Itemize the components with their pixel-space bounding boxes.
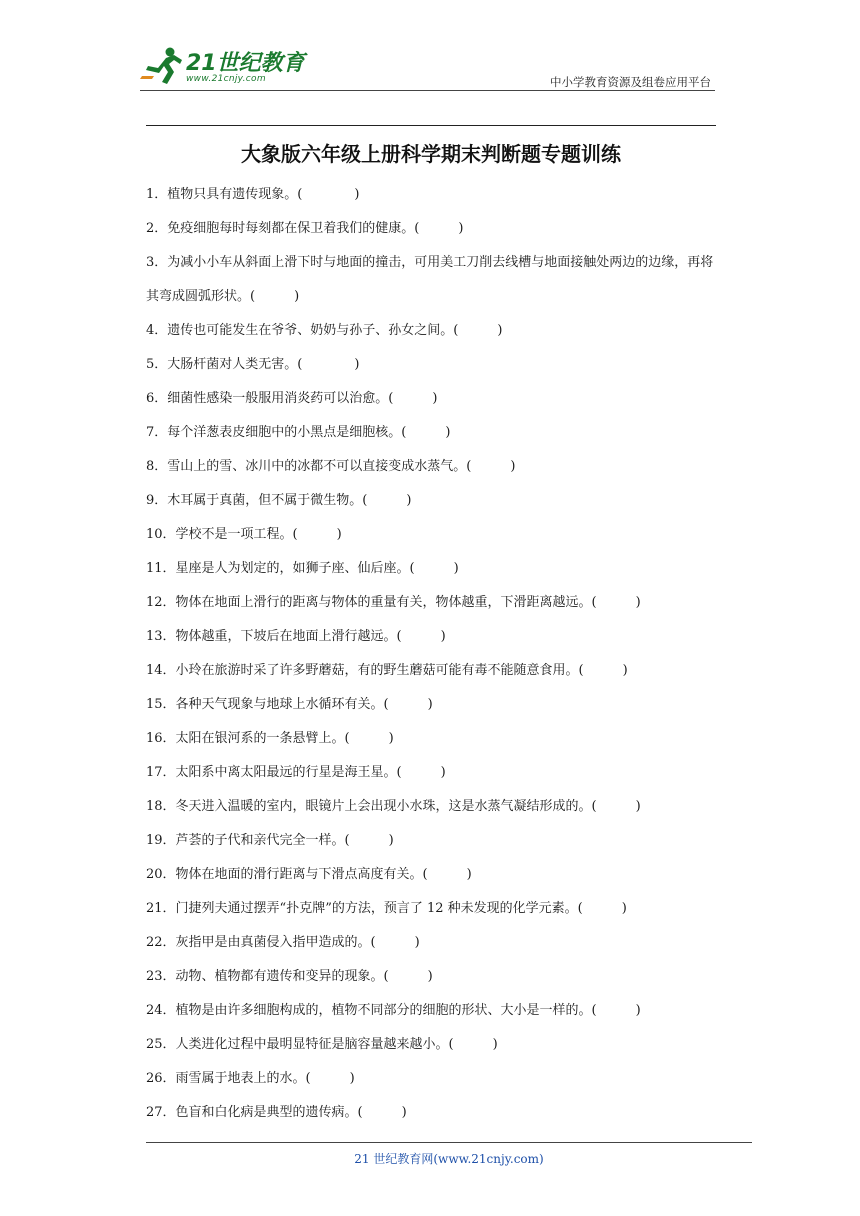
question-item: 17．太阳系中离太阳最远的行星是海王星。( ) — [146, 765, 446, 780]
question-item: 3．为减小小车从斜面上滑下时与地面的撞击，可用美工刀削去线槽与地面接触处两边的边缘，再将其弯成圆弧形状。( ) — [146, 255, 714, 304]
footer-link[interactable]: 21 世纪教育网(www.21cnjy.com) — [354, 1152, 544, 1166]
question-item: 18．冬天进入温暖的室内，眼镜片上会出现小水珠，这是水蒸气凝结形成的。( ) — [146, 799, 641, 814]
question-item: 25．人类进化过程中最明显特征是脑容量越来越小。( ) — [146, 1037, 498, 1052]
question-item: 20．物体在地面的滑行距离与下滑点高度有关。( ) — [146, 867, 472, 882]
page-title: 大象版六年级上册科学期末判断题专题训练 — [241, 142, 621, 166]
question-item: 19．芦荟的子代和亲代完全一样。( ) — [146, 833, 394, 848]
logo-url: www.21cnjy.com — [186, 74, 266, 84]
question-item: 27．色盲和白化病是典型的遗传病。( ) — [146, 1105, 407, 1120]
logo-text: 21世纪教育 — [186, 51, 305, 76]
question-item: 22．灰指甲是由真菌侵入指甲造成的。( ) — [146, 935, 420, 950]
question-item: 2．免疫细胞每时每刻都在保卫着我们的健康。( ) — [146, 221, 464, 236]
question-item: 8．雪山上的雪、冰川中的冰都不可以直接变成水蒸气。( ) — [146, 459, 516, 474]
header-divider — [140, 90, 715, 91]
question-item: 12．物体在地面上滑行的距离与物体的重量有关，物体越重，下滑距离越远。( ) — [146, 595, 641, 610]
runner-icon — [140, 46, 184, 86]
question-item: 11．星座是人为划定的，如狮子座、仙后座。( ) — [146, 561, 459, 576]
question-item: 23．动物、植物都有遗传和变异的现象。( ) — [146, 969, 433, 984]
question-item: 21．门捷列夫通过摆弄“扑克牌”的方法，预言了 12 种未发现的化学元素。( ) — [146, 901, 627, 916]
footer-divider — [146, 1142, 752, 1143]
question-item: 15．各种天气现象与地球上水循环有关。( ) — [146, 697, 433, 712]
question-item: 7．每个洋葱表皮细胞中的小黑点是细胞核。( ) — [146, 425, 451, 440]
question-item: 13．物体越重，下坡后在地面上滑行越远。( ) — [146, 629, 446, 644]
question-item: 1．植物只具有遗传现象。( ) — [146, 187, 360, 202]
question-item: 6．细菌性感染一般服用消炎药可以治愈。( ) — [146, 391, 438, 406]
question-item: 4．遗传也可能发生在爷爷、奶奶与孙子、孙女之间。( ) — [146, 323, 503, 338]
site-logo[interactable] — [140, 46, 310, 92]
page-header — [140, 40, 715, 92]
question-item: 9．木耳属于真菌，但不属于微生物。( ) — [146, 493, 412, 508]
title-divider — [146, 125, 716, 126]
question-list — [146, 178, 721, 1130]
question-item: 14．小玲在旅游时采了许多野蘑菇，有的野生蘑菇可能有毒不能随意食用。( ) — [146, 663, 628, 678]
question-item: 5．大肠杆菌对人类无害。( ) — [146, 357, 360, 372]
question-item: 24．植物是由许多细胞构成的，植物不同部分的细胞的形状、大小是一样的。( ) — [146, 1003, 641, 1018]
question-item: 16．太阳在银河系的一条悬臂上。( ) — [146, 731, 394, 746]
question-item: 10．学校不是一项工程。( ) — [146, 527, 342, 542]
platform-name: 中小学教育资源及组卷应用平台 — [550, 75, 711, 89]
question-item: 26．雨雪属于地表上的水。( ) — [146, 1071, 355, 1086]
